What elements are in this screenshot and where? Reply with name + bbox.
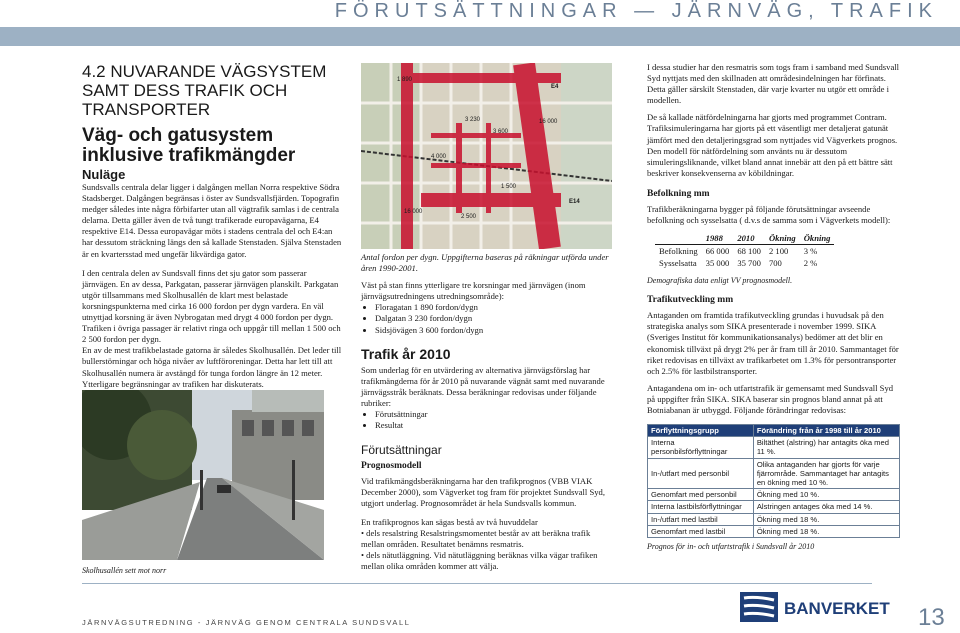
table-cell: 35 700: [737, 258, 761, 269]
list-item: • Sidsjövägen 3 600 fordon/dygn: [375, 325, 615, 336]
table-cell: Interna lastbilsförflyttningar: [648, 501, 754, 513]
column-2: [361, 252, 615, 572]
table-cell: In-/utfart med lastbil: [648, 513, 754, 525]
table-row: [648, 489, 900, 501]
list-item: • Floragatan 1 890 fordon/dygn: [375, 302, 615, 313]
prognos-heading: Prognosmodell: [361, 461, 422, 472]
column-1: [82, 62, 344, 390]
table-header: 2010: [737, 233, 755, 244]
table-row: [648, 437, 900, 458]
trafikutveckling-text: Antaganden om framtida trafikutveckling grundas i huvudsak på den strategiska analys som SIKA presenterade i november 1999. SIKA (Sveriges Institut för kommunikationsanalys) bedömer att det blir en ekonomisk tillväxt på drygt 2% per år fram till år 2010. Sammantaget för riket redovisas en tillväxt av trafikarbetet om 1.3% för persontransporter och 2.5% för lastbilstransporter.: [647, 310, 899, 376]
trafik-list: [361, 409, 615, 431]
table-cell: 2 100: [768, 246, 789, 257]
section-heading: 4.2 NUVARANDE VÄGSYSTEM SAMT DESS TRAFIK OCH TRANSPORTER: [82, 62, 327, 119]
paragraph-2: I den centrala delen av Sundsvall finns det sju gator som passerar järnvägen. En av dessa, Parkgatan, passerar järnvägen planskilt. Parkgatan utgör tillsammans med Skolhusallén de klart mest belastade korsningspunkterna med cirka 16 000 fordon per dygn vardera. En väl utnyttjad korsning är även Nybrogatan med drygt 4 000 fordon per dygn. Trafiken i övriga passager är relativt ringa och uppgår till mellan 1 500 och 2 500 fordon per dygn.: [82, 267, 341, 345]
table-header: [655, 232, 702, 245]
table-row: [648, 501, 900, 513]
prognos-item-2: • dels nätutläggning. Vid nätutläggning beräknas vilka vägar trafiken mellan olika områden kommer att välja.: [361, 549, 598, 571]
map-label: E4: [551, 84, 559, 90]
banverket-logo: [740, 588, 900, 628]
table-cell: Olika antaganden har gjorts för varje fjärrområde. Sammantaget har antagits en ökning med 10 %.: [753, 458, 899, 489]
trafikutveckling-text-2: Antagandena om in- och utfartstrafik är gemensamt med Sundsvall Syd på uppgifter från SIKA. SIKA baserar sin prognos bland annat på att Botniabanan är utbyggd. Följande förändringar redovisas:: [647, 382, 894, 415]
traffic-map: [361, 63, 612, 249]
photo-caption: Skolhusallén sett mot norr: [82, 566, 167, 575]
table-cell: Genomfart med personbil: [648, 489, 754, 501]
header-band-left: [0, 27, 82, 46]
header-title: FÖRUTSÄTTNINGAR — JÄRNVÄG, TRAFIK: [334, 0, 938, 22]
table-cell: 66 000: [705, 246, 730, 257]
growth-table: [647, 424, 900, 538]
table-cell: Ökning med 10 %.: [753, 489, 899, 501]
table-cell: Sysselsatta: [659, 258, 697, 269]
sub-heading: Nuläge: [82, 167, 126, 182]
befolkning-text: Trafikberäkningarna bygger på följande förutsättningar avseende befolkning och sysselsatta ( d.v.s de samma som i Vägverkets modell):: [647, 203, 891, 226]
list-item: • Resultat: [375, 420, 615, 431]
table-header: Förändring från år 1998 till år 2010: [753, 425, 899, 437]
table-row: [655, 257, 834, 269]
table-header: Ökning: [803, 233, 831, 244]
table-cell: Ökning med 18 %.: [753, 525, 899, 537]
table-header: Ökning: [768, 233, 796, 244]
table-cell: 68 100: [737, 246, 761, 257]
street-photo: [82, 390, 324, 560]
table-cell: Befolkning: [659, 246, 698, 257]
population-table: [655, 232, 834, 269]
table-cell: Ökning med 18 %.: [753, 513, 899, 525]
growth-caption: Prognos för in- och utfartstrafik i Sundsvall år 2010: [647, 542, 815, 552]
table-cell: In-/utfart med personbil: [648, 458, 754, 489]
column-3: [647, 62, 901, 552]
study-text: I dessa studier har den resmatris som togs fram i samband med Sundsvall Syd nyttjats med den skillnaden att områdesindelningen har förfinats. Detta gäller särskilt Stenstaden, där varje kvarter nu utgör ett område i modellen.: [647, 62, 900, 106]
table-cell: Genomfart med lastbil: [648, 525, 754, 537]
prognos-item-1: • dels resalstring Resalstringsmomentet består av att beräkna trafik mellan områden. Resultatet benämns resmatris.: [361, 527, 591, 549]
trafik-heading: Trafik år 2010: [361, 345, 451, 362]
table-row: [655, 245, 834, 258]
trafik-text: Som underlag för en utvärdering av alternativa järnvägsförslag har trafikmängderna för år 2010 på nuvarande vägnät samt med nuvarande järnvägsstråk beräknats. Dessa beräkningar redovisas under följande rubriker:: [361, 364, 605, 408]
list-item: • Förutsättningar: [375, 409, 615, 420]
map-label: 4 000: [431, 154, 447, 160]
table-cell: 700: [768, 258, 782, 269]
crossing-list: [361, 302, 615, 335]
header-band: [82, 27, 960, 46]
befolkning-heading: Befolkning mm: [647, 188, 710, 199]
forut-heading: Förutsättningar: [361, 443, 442, 458]
paragraph-3: En av de mest trafikbelastade gatorna är således Skolhusallén. Det leder till bullerstörningar och höga nivåer av luftföroreningar. Detta har lett till att Skolhusallén numera är avstängd för tunga fordon längre än 12 meter. Ytterligare begränsningar av trafiken har diskuterats.: [82, 345, 342, 389]
prognos-text: Vid trafikmängdsberäkningarna har den trafikprognos (VBB VIAK December 2000), som Vägverket tog fram för projektet Sundsvall Syd, utgjort underlag. Prognosområdet är hela Sundsvalls kommun.: [361, 476, 605, 509]
table-cell: Alstringen antages öka med 14 %.: [753, 501, 899, 513]
table-cell: 2 %: [803, 258, 818, 269]
map-label: 3 600: [493, 129, 509, 135]
table-header: Förflyttningsgrupp: [648, 425, 754, 437]
table-cell: Interna personbilsförflyttningar: [648, 437, 754, 458]
map-label: 16 000: [539, 119, 558, 125]
table-cell: Biltäthet (alstring) har antagits öka med 11 %.: [753, 437, 899, 458]
table-row: [648, 458, 900, 489]
list-item: • Dalgatan 3 230 fordon/dygn: [375, 313, 615, 324]
population-caption: Demografiska data enligt VV prognosmodell.: [647, 276, 793, 286]
footer-text: JÄRNVÄGSUTREDNING - JÄRNVÄG GENOM CENTRALA SUNDSVALL: [82, 618, 411, 627]
table-row: [648, 513, 900, 525]
contram-text: De så kallade nätfördelningarna har gjorts med programmet Contram. Trafiksimuleringarna har gjorts på ett väsentligt mer detaljerat gatunät jämfört med den detaljeringsgrad som nyttjades vid Vägverkets prognos. Den modell för nätfördelning som använts nu är dessutom simuleringsliknande, vilket bland annat innebär att den på ett bättre sätt beskriver konsekvenserna av köbildningar.: [647, 112, 898, 178]
map-label: 3 230: [465, 117, 481, 123]
main-heading: Väg- och gatusystem inklusive trafikmängder: [82, 125, 296, 166]
table-row: [648, 525, 900, 537]
page-header: [0, 0, 960, 27]
map-caption: Antal fordon per dygn. Uppgifterna baseras på räkningar utförda under åren 1990-2001.: [361, 252, 609, 274]
logo-flag-icon: [740, 592, 778, 622]
table-cell: 3 %: [803, 246, 818, 257]
map-label: 1 500: [501, 184, 517, 190]
map-label: 1 890: [397, 77, 413, 83]
map-label: E14: [569, 199, 580, 205]
map-label: 2 500: [461, 214, 477, 220]
logo-text: BANVERKET: [784, 599, 890, 618]
footer-divider: [82, 583, 872, 584]
table-cell: 35 000: [705, 258, 730, 269]
page-number: 13: [918, 604, 945, 631]
table-header: 1988: [705, 233, 723, 244]
paragraph-1: Sundsvalls centrala delar ligger i dalgången mellan Norra respektive Södra Stadsberget. Dalgången begränsas i öster av Sundsvallsfjärden. Topografin medger således inte några förbifarter utan all vägtrafik samlas i de centrala delarna. Detta gäller även de två tungt trafikerade europavägarna, E4 respektive E14. Dessa europavägar möts i stadens centrala del och E4:an har dessutom sträckning längs den så kallade Stenstaden. Själva Stenstaden är en kvartersstad med ungefär likvärdiga gator.: [82, 182, 342, 259]
prognos-text-2: En trafikprognos kan sägas bestå av två huvuddelar: [361, 516, 538, 527]
map-label: 16 000: [404, 209, 423, 215]
trafikutveckling-heading: Trafikutveckling mm: [647, 295, 734, 306]
crossing-intro: Väst på stan finns ytterligare tre korsningar med järnvägen (inom järnvägsutredningens utredningsområde):: [361, 280, 586, 302]
